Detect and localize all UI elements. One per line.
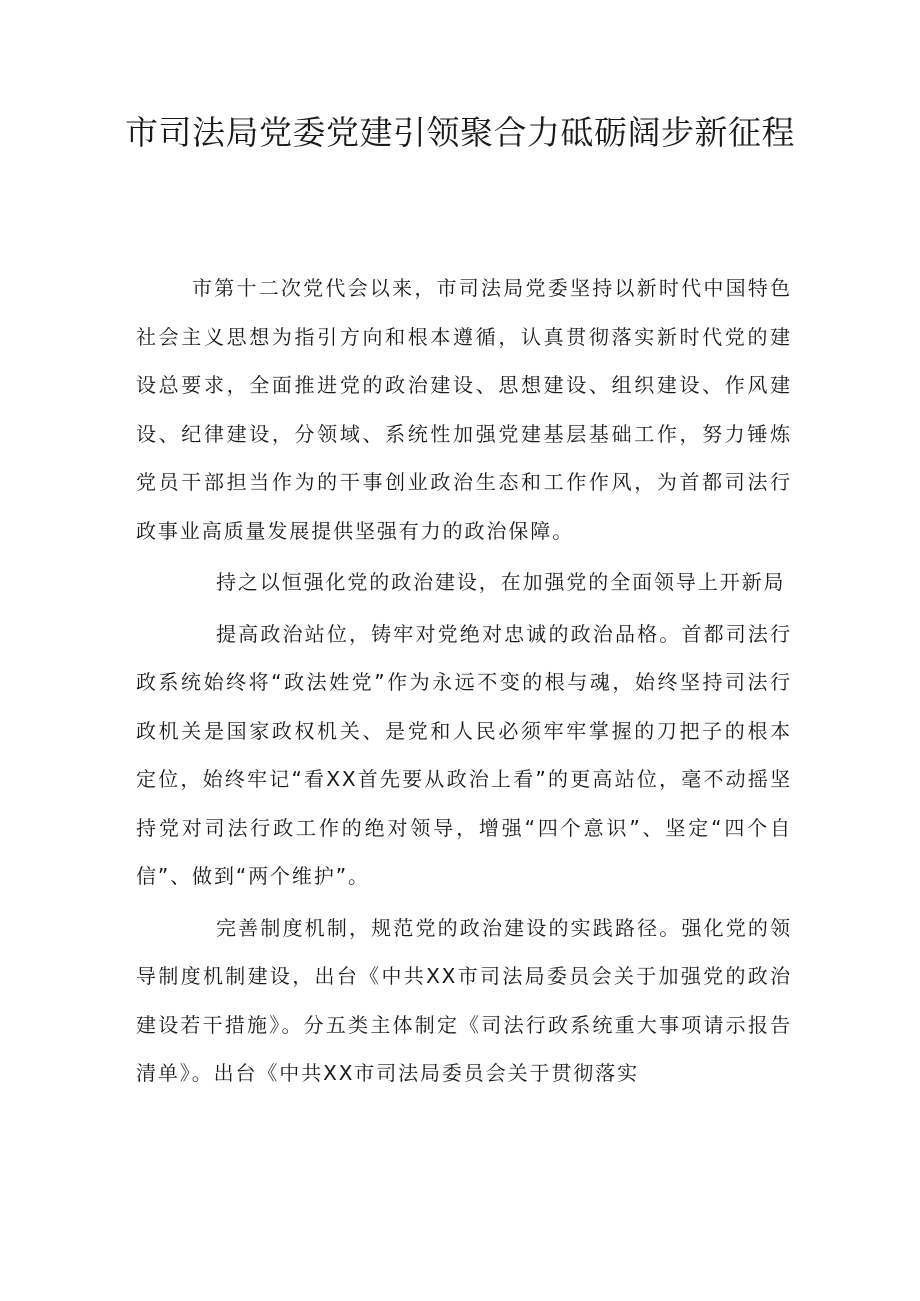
paragraph-political-position: 提高政治站位，铸牢对党绝对忠诚的政治品格。首都司法行政系统始终将“政法姓党”作为永远不变的根与魂，始终坚持司法行政机关是国家政权机关、是党和人民必须牢牢掌握的刀把子的根本定位，始终牢记“看XX首先要从政治上看”的更高站位，毫不动摇坚持党对司法行政工作的绝对领导，增强“四个意识”、坚定“四个自信”、做到“两个维护”。 (136, 621, 792, 888)
document-body (136, 264, 792, 1099)
document-title: 市司法局党委党建引领聚合力砥砺阔步新征程 (125, 113, 795, 152)
paragraph-system-mechanism: 完善制度机制，规范党的政治建设的实践路径。强化党的领导制度机制建设，出台《中共XX市司法局委员会关于加强党的政治建设若干措施》。分五类主体制定《司法行政系统重大事项请示报告清单》。出台《中共XX市司法局委员会关于贯彻落实 (136, 915, 792, 1085)
section-heading: 持之以恒强化党的政治建设，在加强党的全面领导上开新局 (216, 570, 786, 594)
paragraph-intro: 市第十二次党代会以来，市司法局党委坚持以新时代中国特色社会主义思想为指引方向和根本遵循，认真贯彻落实新时代党的建设总要求，全面推进党的政治建设、思想建设、组织建设、作风建设、纪律建设，分领域、系统性加强党建基层基础工作，努力锤炼党员干部担当作为的干事创业政治生态和工作作风，为首都司法行政事业高质量发展提供坚强有力的政治保障。 (136, 276, 792, 543)
